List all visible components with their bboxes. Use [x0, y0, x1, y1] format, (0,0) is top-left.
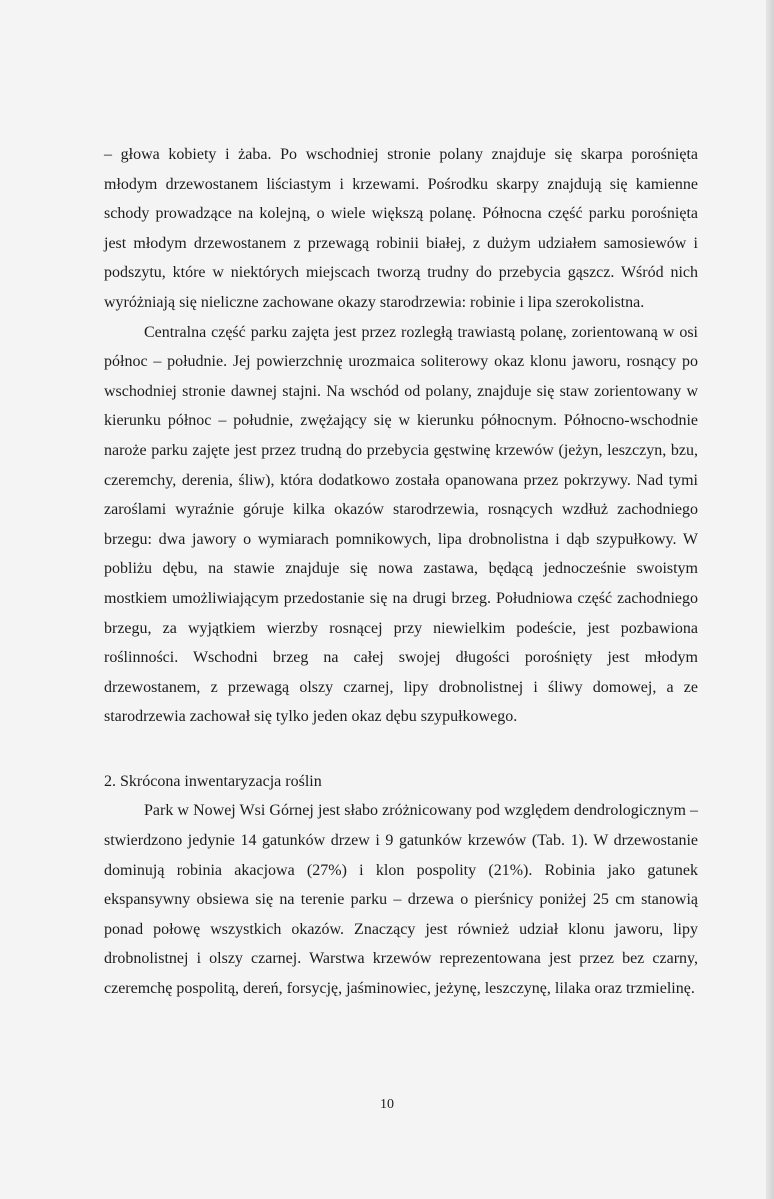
- paragraph-continuation: – głowa kobiety i żaba. Po wschodniej stronie polany znajduje się skarpa porośnięta młodym drzewostanem liściastym i krzewami. Pośrodku skarpy znajdują się kamienne schody prowadzące na kolejną, o wiele większą polanę. Północna część parku porośnięta jest młodym drzewostanem z przewagą robinii białej, z dużym udziałem samosiewów i podszytu, które w niektórych miejscach tworzą trudny do przebycia gąszcz. Wśród nich wyróżniają się nieliczne zachowane okazy starodrzewia: robinie i lipa szerokolistna.: [104, 146, 698, 311]
- document-body: [104, 140, 698, 1004]
- page-number: 10: [380, 1097, 394, 1112]
- paragraph-plant-inventory: Park w Nowej Wsi Górnej jest słabo zróżnicowany pod względem dendrologicznym – stwierdzono jedynie 14 gatunków drzew i 9 gatunków krzewów (Tab. 1). W drzewostanie dominują robinia akacjowa (27%) i klon pospolity (21%). Robinia jako gatunek ekspansywny obsiewa się na terenie parku – drzewa o pierśnicy poniżej 25 cm stanowią ponad połowę wszystkich okazów. Znaczący jest również udział klonu jaworu, lipy drobnolistnej i olszy czarnej. Warstwa krzewów reprezentowana jest przez bez czarny, czeremchę pospolitą, dereń, forsycję, jaśminowiec, jeżynę, leszczynę, lilaka oraz trzmielinę.: [104, 802, 698, 998]
- paragraph-central-park: Centralna część parku zajęta jest przez rozległą trawiastą polanę, zorientowaną w osi północ – południe. Jej powierzchnię urozmaica soliterowy okaz klonu jaworu, rosnący po wschodniej stronie dawnej stajni. Na wschód od polany, znajduje się staw zorientowany w kierunku północ – południe, zwężający się w kierunku północnym. Północno-wschodnie naroże parku zajęte jest przez trudną do przebycia gęstwinę krzewów (jeżyn, leszczyn, bzu, czeremchy, derenia, śliw), która dodatkowo została opanowana przez pokrzywy. Nad tymi zaroślami wyraźnie góruje kilka okazów starodrzewia, rosnących wzdłuż zachodniego brzegu: dwa jawory o wymiarach pomnikowych, lipa drobnolistna i dąb szypułkowy. W pobliżu dębu, na stawie znajduje się nowa zastawa, będącą jednocześnie swoistym mostkiem umożliwiającym przedostanie się na drugi brzeg. Południowa część zachodniego brzegu, za wyjątkiem wierzby rosnącej przy niewielkim podeście, jest pozbawiona roślinności. Wschodni brzeg na całej swojej długości porośnięty jest młodym drzewostanem, z przewagą olszy czarnej, lipy drobnolistnej i śliwy domowej, a ze starodrzewia zachował się tylko jeden okaz dębu szypułkowego.: [104, 323, 698, 726]
- section-heading: 2. Skrócona inwentaryzacja roślin: [104, 772, 322, 790]
- page-edge-shadow: [766, 0, 774, 1199]
